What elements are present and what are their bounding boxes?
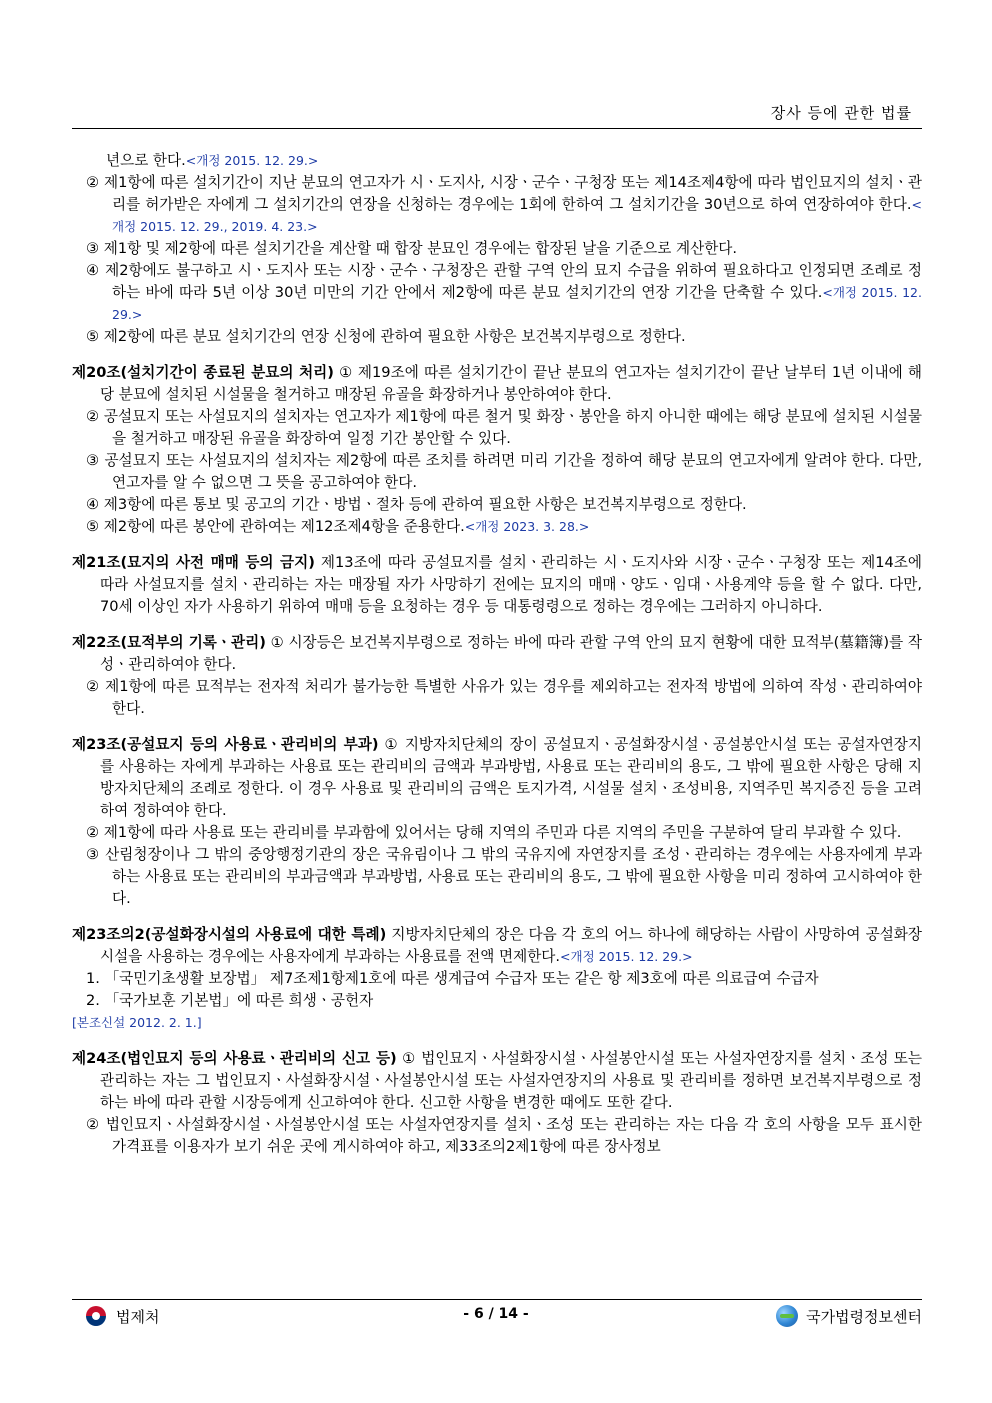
- amendment-note: [본조신설 2012. 2. 1.]: [72, 1015, 202, 1030]
- clause-paragraph: [72, 822, 922, 844]
- clause-paragraph: [72, 172, 922, 238]
- paragraph-text: ④ 제2항에도 불구하고 시ㆍ도지사 또는 시장ㆍ군수ㆍ구청장은 관할 구역 안의 묘지 수급을 위하여 필요하다고 인정되면 조례로 정하는 바에 따라 5년 이상 30년 미만의 기간 안에서 제2항에 따른 분묘 설치기간의 연장 기간을 단축할 수 있다.: [86, 262, 922, 301]
- footer-source-label: 국가법령정보센터: [806, 1307, 922, 1326]
- article-title: 제20조(설치기간이 종료된 분묘의 처리): [72, 364, 334, 381]
- clause-paragraph: [72, 494, 922, 516]
- clause-paragraph: [72, 676, 922, 720]
- clause-paragraph: [72, 1114, 922, 1158]
- amendment-note: <개정 2015. 12. 29.>: [560, 949, 693, 964]
- article-title: 제21조(묘지의 사전 매매 등의 금지): [72, 554, 315, 571]
- article-title: 제24조(법인묘지 등의 사용료ㆍ관리비의 신고 등): [72, 1050, 397, 1067]
- paragraph-text: ① 시장등은 보건복지부령으로 정하는 바에 따라 관할 구역 안의 묘지 현황에 대한 묘적부(墓籍簿)를 작성ㆍ관리하여야 한다.: [100, 634, 922, 673]
- paragraph-text: 지방자치단체의 장은 다음 각 호의 어느 하나에 해당하는 사람이 사망하여 공설화장시설을 사용하는 경우에는 사용자에게 부과하는 사용료를 전액 면제한다.: [100, 926, 922, 965]
- clause-paragraph: [72, 150, 922, 172]
- article-title: 제23조(공설묘지 등의 사용료ㆍ관리비의 부과): [72, 736, 379, 753]
- paragraph-text: ② 제1항에 따른 묘적부는 전자적 처리가 불가능한 특별한 사유가 있는 경우를 제외하고는 전자적 방법에 의하여 작성ㆍ관리하여야 한다.: [86, 678, 922, 717]
- paragraph-text: ④ 제3항에 따른 통보 및 공고의 기간ㆍ방법ㆍ절차 등에 관하여 필요한 사항은 보건복지부령으로 정한다.: [86, 496, 747, 513]
- article-title: 제23조의2(공설화장시설의 사용료에 대한 특례): [72, 926, 387, 943]
- footer-divider: [72, 1299, 922, 1300]
- clause-paragraph: [72, 968, 922, 990]
- amendment-note: <개정 2015. 12. 29., 2019. 4. 23.>: [112, 197, 922, 234]
- page-number: - 6 / 14 -: [463, 1306, 529, 1322]
- paragraph-text: ① 법인묘지ㆍ사설화장시설ㆍ사설봉안시설 또는 사설자연장지를 설치ㆍ조성 또는 관리하는 자는 그 법인묘지ㆍ사설화장시설ㆍ사설봉안시설 또는 사설자연장지의 사용료 및 관리비를 정하면 보건복지부령으로 정하는 바에 따라 관할 시장등에게 신고하여야 한다. 신고한 사항을 변경한 때에도 또한 같다.: [100, 1050, 922, 1111]
- amendment-note: <개정 2023. 3. 28.>: [464, 519, 590, 534]
- paragraph-text: ② 제1항에 따른 설치기간이 지난 분묘의 연고자가 시ㆍ도지사, 시장ㆍ군수ㆍ구청장 또는 제14조제4항에 따라 법인묘지의 설치ㆍ관리를 허가받은 자에게 그 설치기간의 연장을 신청하는 경우에는 1회에 한하여 그 설치기간을 30년으로 하여 연장하여야 한다.: [86, 174, 922, 213]
- paragraph-text: ② 제1항에 따라 사용료 또는 관리비를 부과함에 있어서는 당해 지역의 주민과 다른 지역의 주민을 구분하여 달리 부과할 수 있다.: [86, 824, 902, 841]
- clause-paragraph: [72, 238, 922, 260]
- paragraph-text: ③ 제1항 및 제2항에 따른 설치기간을 계산할 때 합장 분묘인 경우에는 합장된 날을 기준으로 계산한다.: [86, 240, 738, 257]
- article-paragraph: [72, 362, 922, 406]
- paragraph-text: ② 법인묘지ㆍ사설화장시설ㆍ사설봉안시설 또는 사설자연장지를 설치ㆍ조성 또는 관리하는 자는 다음 각 호의 사항을 모두 표시한 가격표를 이용자가 보기 쉬운 곳에 게시하여야 하고, 제33조의2제1항에 따른 장사정보: [86, 1116, 922, 1155]
- article-paragraph: [72, 734, 922, 822]
- article-paragraph: [72, 552, 922, 618]
- document-header-title: 장사 등에 관한 법률: [770, 104, 912, 122]
- clause-paragraph: [72, 516, 922, 538]
- footer-publisher-label: 법제처: [116, 1307, 160, 1326]
- paragraph-text: ① 지방자치단체의 장이 공설묘지ㆍ공설화장시설ㆍ공설봉안시설 또는 공설자연장지를 사용하는 자에게 부과하는 사용료 또는 관리비의 금액과 부과방법, 사용료 또는 관리비의 용도, 그 밖에 필요한 사항은 당해 지방자치단체의 조례로 정한다. 이 경우 사용료 및 관리비의 금액은 토지가격, 시설물 설치ㆍ조성비용, 지역주민 복지증진 등을 고려하여 정하여야 한다.: [100, 736, 922, 819]
- paragraph-text: ③ 공설묘지 또는 사설묘지의 설치자는 제2항에 따른 조치를 하려면 미리 기간을 정하여 해당 분묘의 연고자에게 알려야 한다. 다만, 연고자를 알 수 없으면 그 뜻을 공고하여야 한다.: [86, 452, 922, 491]
- globe-logo-icon: [776, 1305, 798, 1327]
- clause-paragraph: [72, 990, 922, 1012]
- law-text-body: [72, 150, 922, 1158]
- enactment-note: [72, 1012, 922, 1034]
- amendment-note: <개정 2015. 12. 29.>: [185, 153, 319, 168]
- header-divider: [72, 128, 922, 129]
- amendment-note: <개정 2015. 12. 29.>: [112, 285, 922, 322]
- paragraph-text: ② 공설묘지 또는 사설묘지의 설치자는 연고자가 제1항에 따른 철거 및 화장ㆍ봉안을 하지 아니한 때에는 해당 분묘에 설치된 시설물을 철거하고 매장된 유골을 화장하여 일정 기간 봉안할 수 있다.: [86, 408, 922, 447]
- article-title: 제22조(묘적부의 기록ㆍ관리): [72, 634, 266, 651]
- paragraph-text: ⑤ 제2항에 따른 봉안에 관하여는 제12조제4항을 준용한다.: [86, 518, 465, 535]
- paragraph-text: 제13조에 따라 공설묘지를 설치ㆍ관리하는 시ㆍ도지사와 시장ㆍ군수ㆍ구청장 또는 제14조에 따라 사설묘지를 설치ㆍ관리하는 자는 매장될 자가 사망하기 전에는 묘지의 매매ㆍ양도ㆍ임대ㆍ사용계약 등을 할 수 없다. 다만, 70세 이상인 자가 사용하기 위하여 매매 등을 요청하는 경우 등 대통령령으로 정하는 경우에는 그러하지 아니하다.: [100, 554, 922, 615]
- footer-source: [776, 1304, 922, 1328]
- clause-paragraph: [72, 326, 922, 348]
- article-paragraph: [72, 632, 922, 676]
- clause-paragraph: [72, 844, 922, 910]
- paragraph-text: ⑤ 제2항에 따른 분묘 설치기간의 연장 신청에 관하여 필요한 사항은 보건복지부령으로 정한다.: [86, 328, 686, 345]
- paragraph-text: 년으로 한다.: [106, 152, 186, 169]
- paragraph-text: 1. 「국민기초생활 보장법」 제7조제1항제1호에 따른 생계급여 수급자 또는 같은 항 제3호에 따른 의료급여 수급자: [86, 970, 819, 987]
- clause-paragraph: [72, 260, 922, 326]
- paragraph-text: ③ 산림청장이나 그 밖의 중앙행정기관의 장은 국유림이나 그 밖의 국유지에 자연장지를 조성ㆍ관리하는 경우에는 사용자에게 부과하는 사용료 또는 관리비의 부과금액과 부과방법, 사용료 또는 관리비의 용도, 그 밖에 필요한 사항을 미리 정하여 고시하여야 한다.: [86, 846, 922, 907]
- paragraph-text: 2. 「국가보훈 기본법」에 따른 희생ㆍ공헌자: [86, 992, 374, 1009]
- article-paragraph: [72, 924, 922, 968]
- clause-paragraph: [72, 406, 922, 450]
- article-paragraph: [72, 1048, 922, 1114]
- clause-paragraph: [72, 450, 922, 494]
- paragraph-text: ① 제19조에 따른 설치기간이 끝난 분묘의 연고자는 설치기간이 끝난 날부터 1년 이내에 해당 분묘에 설치된 시설물을 철거하고 매장된 유골을 화장하거나 봉안하여야 한다.: [100, 364, 922, 403]
